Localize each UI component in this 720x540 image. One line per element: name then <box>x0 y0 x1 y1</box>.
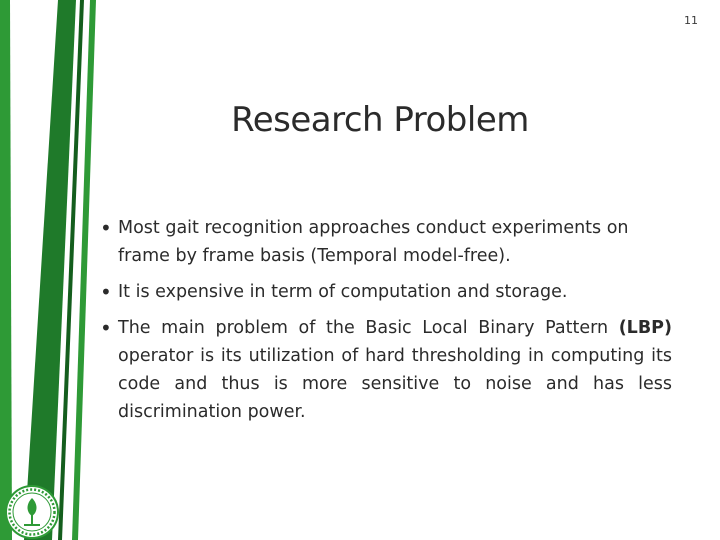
bullet-item <box>100 278 672 306</box>
bullet-text: Most gait recognition approaches conduct experiments on frame by frame basis (Temporal model-free). <box>118 218 629 266</box>
bullet-text-end: operator is its utilization of hard thresholding in computing its code and thus is more sensitive to noise and has less discrimination power. <box>118 346 672 422</box>
slide-title: Research Problem <box>231 100 529 140</box>
stripe-main <box>24 0 76 540</box>
bullet-bold-term: (LBP) <box>618 318 672 338</box>
bullet-text: It is expensive in term of computation and storage. <box>118 282 568 302</box>
bullet-text-start: The main problem of the Basic Local Binary Pattern <box>118 318 619 338</box>
bullet-icon: • <box>100 280 112 304</box>
bullet-item <box>100 314 672 426</box>
stripe-light <box>0 0 12 540</box>
bullet-list <box>100 214 672 434</box>
bullet-item <box>100 214 672 270</box>
decorative-stripes <box>0 0 100 540</box>
bullet-icon: • <box>100 316 112 340</box>
bullet-icon: • <box>100 216 112 240</box>
university-seal-icon <box>4 484 60 540</box>
stripe-right <box>72 0 96 540</box>
page-number: 11 <box>684 14 698 27</box>
